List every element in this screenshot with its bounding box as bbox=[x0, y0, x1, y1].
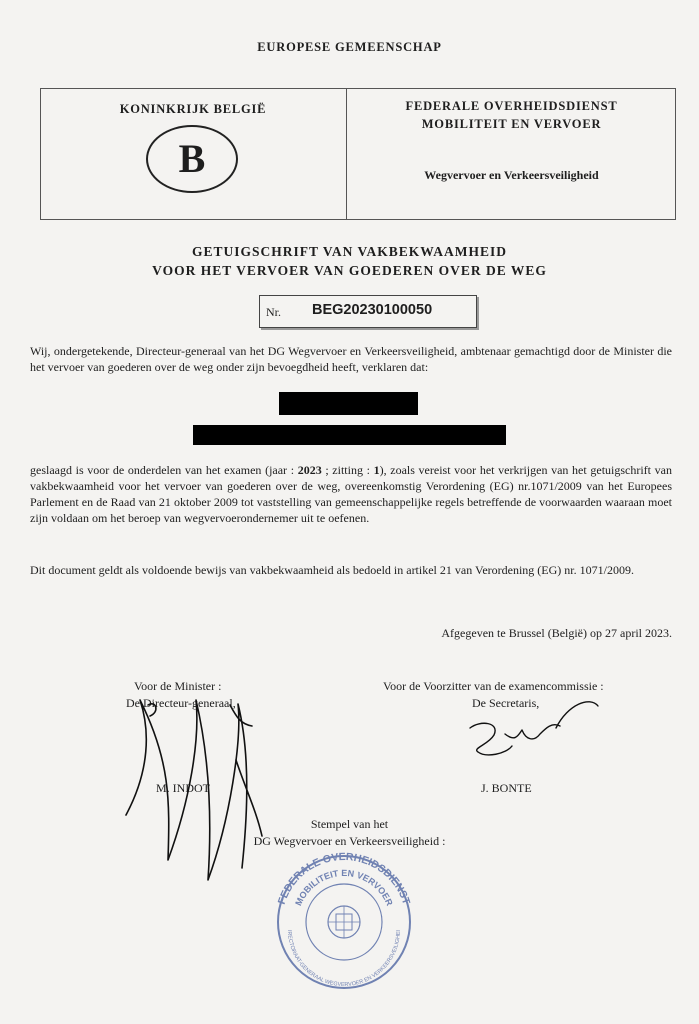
right-signatory-role: Voor de Voorzitter van de examencommissie : bbox=[383, 679, 604, 693]
certificate-title bbox=[0, 242, 699, 280]
intro-paragraph: Wij, ondergetekende, Directeur-generaal van het DG Wegvervoer en Verkeersveiligheid, ambtenaar gemachtigd door de Minister die het vervoer van goederen over de weg onder zijn bevoegdheid heeft, verklaren dat: bbox=[30, 344, 672, 374]
exam-text-suffix: ), zoals vereist voor het verkrijgen van het getuigschrift van vakbekwaamheid voor het vervoer van goederen over de weg, overeenkomstig Verordening (EG) nr.1071/2009 van het Europees Parlement en de Raad van 21 oktober 2009 tot vaststelling van gemeenschappelijke regels betreffende de voorwaarden waaraan moet zijn voldaan om het beroep van wegvervoerondernemer uit te oefenen. bbox=[30, 463, 672, 525]
redacted-name bbox=[279, 392, 418, 415]
seal-bottom-text: IRECTORAAT-GENERAAL WEGVERVOER EN VERKEERSVEILIGHEI bbox=[285, 929, 403, 989]
validity-paragraph: Dit document geldt als voldoende bewijs van vakbekwaamheid als bedoeld in artikel 21 van Verordening (EG) nr. 1071/2009. bbox=[30, 563, 634, 577]
agency-line1: FEDERALE OVERHEIDSDIENST bbox=[405, 99, 618, 113]
certificate-number-label: Nr. bbox=[266, 305, 281, 319]
exam-session: 1 bbox=[373, 463, 380, 477]
stamp-caption-line2: DG Wegvervoer en Verkeersveiligheid : bbox=[253, 834, 446, 848]
right-signatory-name: J. BONTE bbox=[481, 781, 532, 795]
seal-outer-text: FEDERALE OVERHEIDSDIENST bbox=[275, 850, 413, 907]
country-code-oval: B bbox=[146, 125, 238, 193]
redacted-birth-details bbox=[193, 425, 506, 445]
exam-text-mid: ; zitting : bbox=[321, 463, 374, 477]
department-label: Wegvervoer en Verkeersveiligheid bbox=[424, 168, 599, 182]
title-line2: VOOR HET VERVOER VAN GOEDEREN OVER DE WEG bbox=[152, 263, 547, 278]
agency-line2: MOBILITEIT EN VERVOER bbox=[421, 117, 602, 131]
left-signatory-name: M. INDOT bbox=[156, 781, 210, 795]
seal-inner-text: MOBILITEIT EN VERVOER bbox=[293, 867, 395, 908]
stamp-caption-line1: Stempel van het bbox=[310, 817, 389, 831]
kingdom-label: KONINKRIJK BELGIË bbox=[119, 102, 267, 116]
certificate-number: BEG20230100050 bbox=[312, 302, 433, 318]
left-signatory-title: De Directeur-generaal, bbox=[126, 696, 236, 710]
agency-name bbox=[347, 97, 676, 133]
exam-year: 2023 bbox=[297, 463, 322, 477]
left-signatory-role: Voor de Minister : bbox=[134, 679, 222, 693]
issue-place-date: Afgegeven te Brussel (België) op 27 april 2023. bbox=[441, 626, 672, 640]
exam-paragraph bbox=[30, 462, 672, 526]
exam-text-prefix: geslaagd is voor de onderdelen van het examen (jaar : bbox=[30, 463, 298, 477]
title-line1: GETUIGSCHRIFT VAN VAKBEKWAAMHEID bbox=[191, 244, 508, 259]
header-community: EUROPESE GEMEENSCHAP bbox=[257, 40, 442, 54]
right-signatory-title: De Secretaris, bbox=[472, 696, 540, 710]
